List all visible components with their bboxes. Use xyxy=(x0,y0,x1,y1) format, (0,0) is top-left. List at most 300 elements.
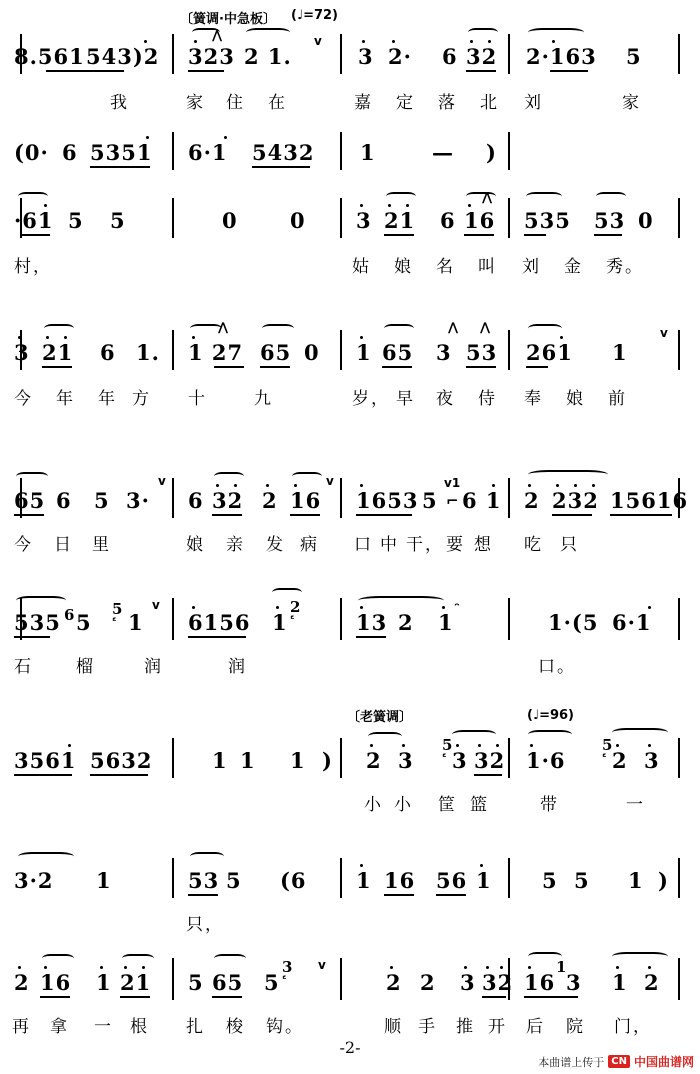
footer-site-name[interactable]: 中国曲谱网 xyxy=(633,1055,694,1069)
ornament-turn: ᵋ xyxy=(112,614,117,628)
marker-tempo-2: (♩=96) xyxy=(527,708,574,723)
lyric-char: 发 xyxy=(266,535,285,555)
note-group: 3 xyxy=(452,748,468,773)
note-group: 0 xyxy=(638,208,654,233)
grace-note: 5 xyxy=(602,736,614,754)
beam xyxy=(40,996,70,998)
barline xyxy=(340,330,342,370)
octave-dot xyxy=(478,744,481,747)
lyric-char: 一 xyxy=(94,1017,113,1037)
note-group: 2·163 xyxy=(526,44,597,69)
note-group: 65 xyxy=(382,340,414,365)
beam xyxy=(466,366,496,368)
ornament-v: v xyxy=(158,474,166,488)
note-group: 16 xyxy=(290,488,322,513)
beam xyxy=(464,234,494,236)
beam xyxy=(382,366,412,368)
octave-dot xyxy=(360,484,363,487)
barline xyxy=(508,34,510,74)
octave-dot xyxy=(648,606,651,609)
note-group: 32 xyxy=(482,970,514,995)
grace-note: 6 xyxy=(64,606,76,624)
octave-dot xyxy=(192,606,195,609)
note-group: 1 27 xyxy=(188,340,244,365)
lyric-char: 推 xyxy=(456,1017,475,1037)
note-group: 3 xyxy=(436,340,452,365)
barline xyxy=(172,34,174,74)
slur xyxy=(596,192,626,201)
beam xyxy=(14,774,72,776)
note-group: 6 xyxy=(442,44,458,69)
barline xyxy=(172,132,174,170)
note-group: 1 xyxy=(128,610,144,635)
note-group: 2 1. xyxy=(244,44,292,69)
footer-credit xyxy=(538,1053,694,1070)
octave-dot xyxy=(360,336,363,339)
note-group: 5 xyxy=(110,208,126,233)
lyric-char: 名 xyxy=(436,257,455,277)
note-group: 3561 xyxy=(14,748,77,773)
ornament-grace: v1 xyxy=(444,476,461,490)
note-group: 21 xyxy=(42,340,74,365)
lyric-char: 方 xyxy=(132,389,151,409)
lyric-char: 定 xyxy=(396,93,415,113)
beam xyxy=(20,234,50,236)
slur xyxy=(528,28,584,37)
octave-dot xyxy=(392,40,395,43)
note-group: 6 xyxy=(62,140,78,165)
barline xyxy=(340,858,342,898)
octave-dot xyxy=(192,336,195,339)
lyric-char: 姑 xyxy=(352,257,371,277)
grace-note: 5 xyxy=(442,736,454,754)
lyric-char: 村， xyxy=(14,257,52,277)
lyric-char: 榴 xyxy=(76,657,95,677)
note-group: 1 xyxy=(476,868,492,893)
ornament-v: v xyxy=(318,958,326,972)
lyric-char: 刘 xyxy=(522,257,541,277)
octave-dot xyxy=(44,204,47,207)
slur xyxy=(214,954,246,963)
barline xyxy=(340,738,342,778)
note-group: 1·(5 xyxy=(548,610,599,635)
barline xyxy=(340,478,342,518)
note-group: 535 xyxy=(14,610,61,635)
note-group: ) xyxy=(658,868,669,893)
note-group: 3 xyxy=(356,208,372,233)
octave-dot xyxy=(616,744,619,747)
beam xyxy=(356,514,412,516)
slur xyxy=(42,954,74,963)
beam xyxy=(526,366,548,368)
note-group: 5 xyxy=(76,610,92,635)
note-group: 535 xyxy=(524,208,571,233)
lyric-char: 后 xyxy=(526,1017,545,1037)
beam xyxy=(188,894,218,896)
beam xyxy=(188,636,246,638)
note-group: 1 xyxy=(272,610,288,635)
beam xyxy=(46,70,86,72)
barline xyxy=(508,738,510,778)
beam xyxy=(120,996,150,998)
octave-dot xyxy=(194,40,197,43)
beam xyxy=(212,514,242,516)
beam xyxy=(252,166,310,168)
note-group: 2 xyxy=(398,610,414,635)
lyric-char: 润 xyxy=(228,657,247,677)
octave-dot xyxy=(648,744,651,747)
note-group: ) xyxy=(322,748,333,773)
octave-dot xyxy=(44,966,47,969)
note-group: 5 xyxy=(94,488,110,513)
octave-dot xyxy=(560,336,563,339)
ornament-turn: ᵋ xyxy=(442,750,447,764)
octave-dot xyxy=(360,606,363,609)
ornament-turn: ᵋ xyxy=(602,750,607,764)
lyric-char: 中 xyxy=(380,535,399,555)
note-group: 65 xyxy=(260,340,292,365)
ornament-v: v xyxy=(660,326,668,340)
slur xyxy=(368,732,402,741)
beam xyxy=(260,366,290,368)
barline xyxy=(172,330,174,370)
note-group: 0 xyxy=(304,340,320,365)
barline xyxy=(678,34,680,74)
slur xyxy=(292,472,322,481)
octave-dot xyxy=(146,136,149,139)
note-group: 2· xyxy=(388,44,412,69)
note-group: 2 xyxy=(420,970,436,995)
grace-note: 1 xyxy=(556,958,568,976)
note-group: 5 xyxy=(226,868,242,893)
octave-dot xyxy=(64,336,67,339)
slur xyxy=(452,730,496,739)
note-group: 5 xyxy=(626,44,642,69)
beam xyxy=(90,774,148,776)
lyric-char: 娘 xyxy=(186,535,205,555)
slur xyxy=(386,192,416,201)
lyric-char: 石 xyxy=(14,657,33,677)
beam xyxy=(214,366,244,368)
slur xyxy=(612,952,668,961)
beam xyxy=(524,234,546,236)
beam xyxy=(550,70,588,72)
lyric-char: 顺 xyxy=(384,1017,403,1037)
lyric-char: 年 xyxy=(98,389,117,409)
barline xyxy=(172,478,174,518)
lyric-char: 亲 xyxy=(226,535,245,555)
lyric-char: 娘 xyxy=(394,257,413,277)
note-group: 6156 xyxy=(188,610,251,635)
note-group: 1 xyxy=(96,970,112,995)
beam xyxy=(90,166,150,168)
ornament-mordent: ⋀ xyxy=(480,320,491,334)
lyric-char: 根 xyxy=(130,1017,149,1037)
octave-dot xyxy=(144,40,147,43)
octave-dot xyxy=(124,966,127,969)
beam xyxy=(384,894,414,896)
note-group: 21 xyxy=(120,970,152,995)
octave-dot xyxy=(18,966,21,969)
lyric-char: 早 xyxy=(396,389,415,409)
lyric-char: 扎 xyxy=(186,1017,205,1037)
lyric-char: 口 xyxy=(354,535,373,555)
note-group: 3 xyxy=(566,970,582,995)
slur xyxy=(18,852,74,861)
lyric-char: 一 xyxy=(626,795,645,815)
marker-tempo-1: (♩=72) xyxy=(291,8,338,23)
octave-dot xyxy=(500,966,503,969)
lyric-char: 嘉 xyxy=(354,93,373,113)
octave-dot xyxy=(18,336,21,339)
ornament-grace: ᵔ xyxy=(454,600,460,614)
site-logo-icon: CN xyxy=(608,1055,630,1068)
lyric-char: 小 xyxy=(364,795,383,815)
lyric-char: 九 xyxy=(254,389,273,409)
octave-dot xyxy=(234,484,237,487)
note-group: 6 xyxy=(56,488,72,513)
lyric-char: 我 xyxy=(110,93,129,113)
note-group: 15616 xyxy=(610,488,689,513)
ornament-turn: ᵋ xyxy=(282,972,287,986)
ornament-mordent: ⋀ xyxy=(218,320,229,334)
lyric-char: 今 xyxy=(14,389,33,409)
octave-dot xyxy=(486,966,489,969)
ornament-mordent: ⋀ xyxy=(448,320,459,334)
note-group: 2 xyxy=(14,970,30,995)
octave-dot xyxy=(468,204,471,207)
note-group: 1 xyxy=(290,748,306,773)
slur xyxy=(384,324,414,333)
octave-dot xyxy=(402,744,405,747)
note-group: 65 xyxy=(14,488,46,513)
note-group: 6 xyxy=(188,488,204,513)
octave-dot xyxy=(224,136,227,139)
note-group: 5 xyxy=(264,970,280,995)
note-group: 3·2 xyxy=(14,868,54,893)
marker-style-tempo-1: 〔簧调·中急板〕 xyxy=(180,12,276,27)
beam xyxy=(474,774,502,776)
lyric-char: 秀。 xyxy=(606,257,644,277)
note-group: 6 xyxy=(440,208,456,233)
note-group: 261 xyxy=(526,340,573,365)
lyric-char: 岁， xyxy=(352,389,390,409)
ornament-v: v xyxy=(326,474,334,488)
lyric-char: 带 xyxy=(540,795,559,815)
note-group: 2 xyxy=(644,970,660,995)
beam xyxy=(594,234,622,236)
note-group: 32 xyxy=(212,488,244,513)
marker-style-2: 〔老簧调〕 xyxy=(347,710,413,725)
barline xyxy=(172,598,174,640)
beam xyxy=(14,636,50,638)
beam xyxy=(552,514,592,516)
note-group: 5632 xyxy=(90,748,153,773)
barline xyxy=(340,958,342,1000)
note-group: 0 xyxy=(222,208,238,233)
octave-dot xyxy=(464,966,467,969)
note-group: (0· xyxy=(14,140,49,165)
note-group: 1·6 xyxy=(526,748,566,773)
note-group: 2 xyxy=(366,748,382,773)
ornament-mordent: ⋀ xyxy=(212,28,223,42)
octave-dot xyxy=(68,744,71,747)
ornament-mordent: ⋀ xyxy=(482,190,493,204)
note-group: 1 xyxy=(96,868,112,893)
note-group: 21 xyxy=(384,208,416,233)
barline xyxy=(340,598,342,640)
octave-dot xyxy=(592,484,595,487)
slur xyxy=(358,596,444,605)
barline xyxy=(172,198,174,238)
note-group: 1 xyxy=(612,970,628,995)
barline xyxy=(340,34,342,74)
grace-note: 2 xyxy=(290,598,302,616)
beam xyxy=(188,70,224,72)
slur xyxy=(18,192,48,201)
beam xyxy=(42,366,72,368)
barline xyxy=(678,598,680,640)
slur xyxy=(468,28,498,37)
note-group: 56 xyxy=(436,868,468,893)
lyric-char: 门， xyxy=(614,1017,652,1037)
barline xyxy=(678,858,680,898)
lyric-char: 前 xyxy=(608,389,627,409)
note-group: 3· xyxy=(126,488,150,513)
lyric-char: 梭 xyxy=(226,1017,245,1037)
lyric-char: 要 xyxy=(446,535,465,555)
beam xyxy=(14,514,44,516)
beam xyxy=(86,70,124,72)
barline xyxy=(508,132,510,170)
lyric-char: 落 xyxy=(438,93,457,113)
lyric-char: 金 xyxy=(564,257,583,277)
octave-dot xyxy=(294,484,297,487)
note-group: 5351 xyxy=(90,140,153,165)
note-group: 1 xyxy=(212,748,228,773)
lyric-char: 篮 xyxy=(470,795,489,815)
slur xyxy=(528,324,562,333)
octave-dot xyxy=(442,606,445,609)
lyric-char: 叫 xyxy=(478,257,497,277)
note-group: 1 xyxy=(356,340,372,365)
note-group: 8.561 xyxy=(14,44,85,69)
footer-credit-text: 本曲谱上传于 xyxy=(538,1055,605,1069)
octave-dot xyxy=(496,744,499,747)
lyric-char: 今 xyxy=(14,535,33,555)
slur xyxy=(272,588,302,597)
lyric-char: 日 xyxy=(54,535,73,555)
beam xyxy=(290,514,320,516)
octave-dot xyxy=(488,40,491,43)
octave-dot xyxy=(46,336,49,339)
beam xyxy=(212,996,242,998)
octave-dot xyxy=(480,864,483,867)
octave-dot xyxy=(552,40,555,43)
note-group: 1 xyxy=(628,868,644,893)
lyric-char: 十 xyxy=(188,389,207,409)
barline xyxy=(508,330,510,370)
octave-dot xyxy=(574,484,577,487)
slur xyxy=(214,472,244,481)
lyric-char: 钩。 xyxy=(266,1017,304,1037)
note-group: 6·1 xyxy=(612,610,652,635)
note-group: 16 xyxy=(464,208,496,233)
octave-dot xyxy=(456,744,459,747)
note-group: 16 xyxy=(40,970,72,995)
note-group: 1 xyxy=(612,340,628,365)
octave-dot xyxy=(216,484,219,487)
ornament-v: v xyxy=(314,34,322,48)
lyric-char: 夜 xyxy=(436,389,455,409)
lyric-char: 想 xyxy=(474,535,493,555)
note-group: 1653 xyxy=(356,488,419,513)
octave-dot xyxy=(556,484,559,487)
note-group: 5 xyxy=(574,868,590,893)
note-group: 53 xyxy=(466,340,498,365)
octave-dot xyxy=(266,484,269,487)
note-group: 5 xyxy=(422,488,438,513)
note-group: (6 xyxy=(280,868,307,893)
octave-dot xyxy=(388,204,391,207)
note-group: 13 xyxy=(356,610,388,635)
note-group: 3 xyxy=(644,748,660,773)
note-group: 53 xyxy=(188,868,220,893)
note-group: 3 xyxy=(398,748,414,773)
ornament-v: v xyxy=(152,598,160,612)
octave-dot xyxy=(100,966,103,969)
lyric-char: 娘 xyxy=(566,389,585,409)
lyric-char: 家 xyxy=(186,93,205,113)
beam xyxy=(524,996,578,998)
lyric-char: 吃 xyxy=(524,535,543,555)
note-group: 1 xyxy=(360,140,376,165)
slur xyxy=(122,954,154,963)
octave-dot xyxy=(390,966,393,969)
note-group: 5 xyxy=(188,970,204,995)
lyric-char: 筐 xyxy=(438,795,457,815)
beam xyxy=(610,514,672,516)
note-group: 323 xyxy=(188,44,235,69)
barline xyxy=(678,738,680,778)
octave-dot xyxy=(276,606,279,609)
octave-dot xyxy=(470,40,473,43)
beam xyxy=(466,70,496,72)
lyric-char: 里 xyxy=(92,535,111,555)
lyric-char: 侍 xyxy=(478,389,497,409)
lyric-char: 住 xyxy=(226,93,245,113)
slur xyxy=(190,852,224,861)
slur xyxy=(16,596,66,605)
note-group: 2 xyxy=(386,970,402,995)
barline xyxy=(678,958,680,1000)
lyric-char: 刘 xyxy=(524,93,543,113)
slur xyxy=(528,470,608,479)
barline xyxy=(172,738,174,778)
barline xyxy=(172,958,174,1000)
barline xyxy=(678,198,680,238)
slur xyxy=(612,728,668,737)
lyric-char: 干， xyxy=(406,535,444,555)
note-group: 3 xyxy=(460,970,476,995)
note-group: ) xyxy=(486,140,497,165)
note-group: 3 xyxy=(358,44,374,69)
lyric-char: 小 xyxy=(394,795,413,815)
lyric-char: 只 xyxy=(560,535,579,555)
octave-dot xyxy=(530,744,533,747)
barline xyxy=(678,330,680,370)
note-group: 0 xyxy=(290,208,306,233)
